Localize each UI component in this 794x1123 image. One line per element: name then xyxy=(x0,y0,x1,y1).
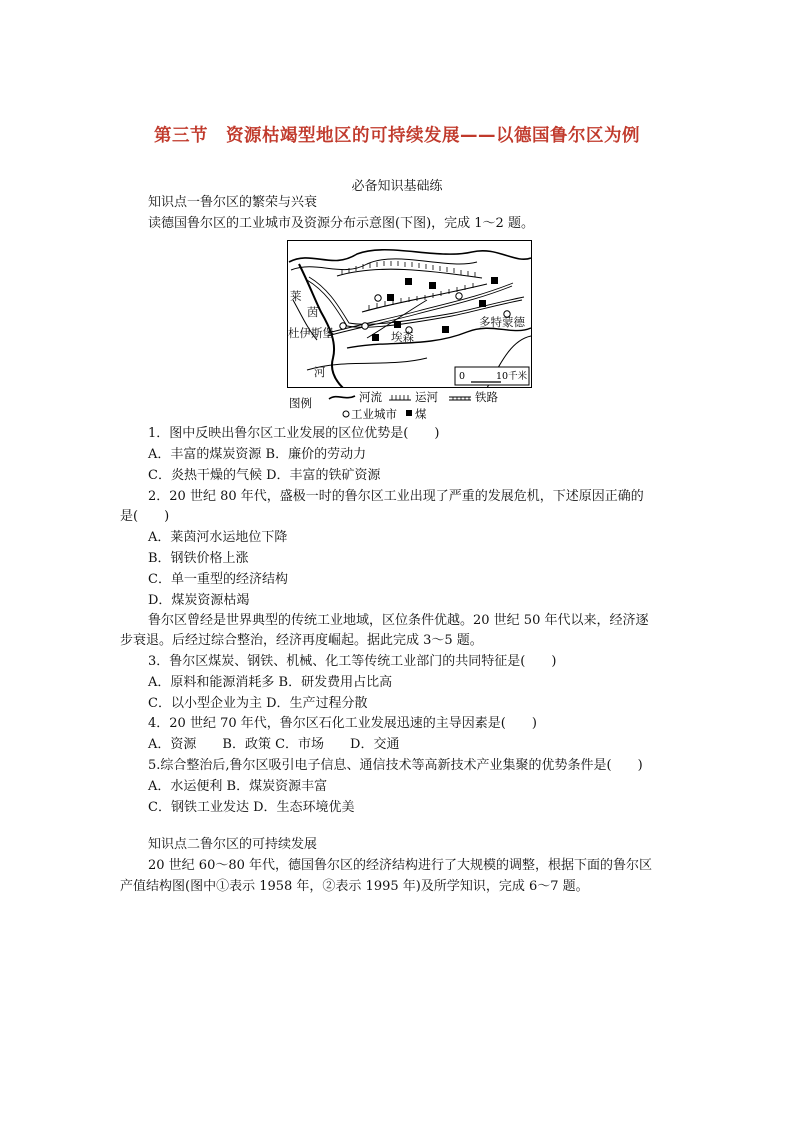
city-mark xyxy=(340,323,346,329)
q1-options-ab: A．丰富的煤炭资源 B．廉价的劳动力 xyxy=(148,447,367,462)
knowledge-point-1-heading: 知识点一鲁尔区的繁荣与兴衰 xyxy=(148,195,318,210)
ruhr-map xyxy=(287,240,532,388)
legend-title: 图例 xyxy=(289,396,312,410)
legend-city-symbol xyxy=(343,411,349,417)
map-label-essen: 埃森 xyxy=(391,330,414,344)
legend-coal-label: 煤 xyxy=(415,407,427,421)
question-2: 2．20 世纪 80 年代，盛极一时的鲁尔区工业出现了严重的发展危机，下述原因正确的 xyxy=(148,489,644,504)
coal-mark xyxy=(372,334,379,341)
question-4: 4．20 世纪 70 年代，鲁尔区石化工业发展迅速的主导因素是( ) xyxy=(148,716,537,731)
coal-mark xyxy=(491,277,498,284)
q2-option-b: B．钢铁价格上涨 xyxy=(148,551,249,566)
city-mark xyxy=(456,293,462,299)
legend-river-label: 河流 xyxy=(359,391,382,404)
coal-mark xyxy=(479,300,486,307)
knowledge-point-2-heading: 知识点二鲁尔区的可持续发展 xyxy=(148,837,318,852)
question-5: 5.综合整治后,鲁尔区吸引电子信息、通信技术等高新技术产业集聚的优势条件是( ) xyxy=(148,758,643,773)
map-label-dortmund: 多特蒙德 xyxy=(479,315,525,329)
legend-railway-label: 铁路 xyxy=(475,391,498,404)
passage-6-7: 20 世纪 60～80 年代，德国鲁尔区的经济结构进行了大规模的调整，根据下面的鲁尔区 xyxy=(148,858,653,873)
map-label-lai: 莱 xyxy=(290,289,302,303)
passage-3-5-cont: 步衰退。后经过综合整治，经济再度崛起。据此完成 3～5 题。 xyxy=(120,633,483,648)
map-legend xyxy=(289,391,539,421)
scale-zero: 0 xyxy=(459,371,466,382)
question-1: 1．图中反映出鲁尔区工业发展的区位优势是( ) xyxy=(148,426,440,441)
q3-options-cd: C．以小型企业为主 D．生产过程分散 xyxy=(148,696,368,711)
map-intro-text: 读德国鲁尔区的工业城市及资源分布示意图(下图)，完成 1～2 题。 xyxy=(148,216,534,231)
page-title: 第三节 资源枯竭型地区的可持续发展——以德国鲁尔区为例 xyxy=(154,126,640,146)
coal-mark xyxy=(442,326,449,333)
passage-3-5: 鲁尔区曾经是世界典型的传统工业地域，区位条件优越。20 世纪 50 年代以来，经济逐 xyxy=(148,613,649,628)
city-mark xyxy=(362,323,368,329)
city-mark xyxy=(375,295,381,301)
q3-options-ab: A．原料和能源消耗多 B．研发费用占比高 xyxy=(148,675,393,690)
map-label-duisburg: 杜伊斯堡 xyxy=(288,326,334,340)
coal-mark xyxy=(387,294,394,301)
q1-options-cd: C．炎热干燥的气候 D．丰富的铁矿资源 xyxy=(148,468,381,483)
q2-option-d: D．煤炭资源枯竭 xyxy=(148,593,250,608)
passage-6-7-cont: 产值结构图(图中①表示 1958 年，②表示 1995 年)及所学知识，完成 6～7 题。 xyxy=(120,879,589,894)
q5-options-cd: C．钢铁工业发达 D．生态环境优美 xyxy=(148,800,355,815)
legend-canal-label: 运河 xyxy=(415,391,438,404)
legend-city-label: 工业城市 xyxy=(351,407,397,421)
q2-option-c: C．单一重型的经济结构 xyxy=(148,572,288,587)
coal-mark xyxy=(429,282,436,289)
map-label-he: 河 xyxy=(314,365,326,379)
legend-river-symbol xyxy=(329,396,355,399)
q2-option-a: A．莱茵河水运地位下降 xyxy=(148,530,288,545)
question-3: 3．鲁尔区煤炭、钢铁、机械、化工等传统工业部门的共同特征是( ) xyxy=(148,654,557,669)
q5-options-ab: A．水运便利 B．煤炭资源丰富 xyxy=(148,779,328,794)
q4-options: A．资源 B．政策 C．市场 D．交通 xyxy=(148,737,400,752)
section-subheading: 必备知识基础练 xyxy=(351,179,443,194)
map-label-yin: 茵 xyxy=(307,305,319,319)
scale-distance: 10千米 xyxy=(496,371,528,382)
coal-mark xyxy=(394,321,401,328)
question-2-cont: 是( ) xyxy=(120,509,170,524)
legend-coal-symbol xyxy=(406,410,412,416)
coal-mark xyxy=(405,278,412,285)
